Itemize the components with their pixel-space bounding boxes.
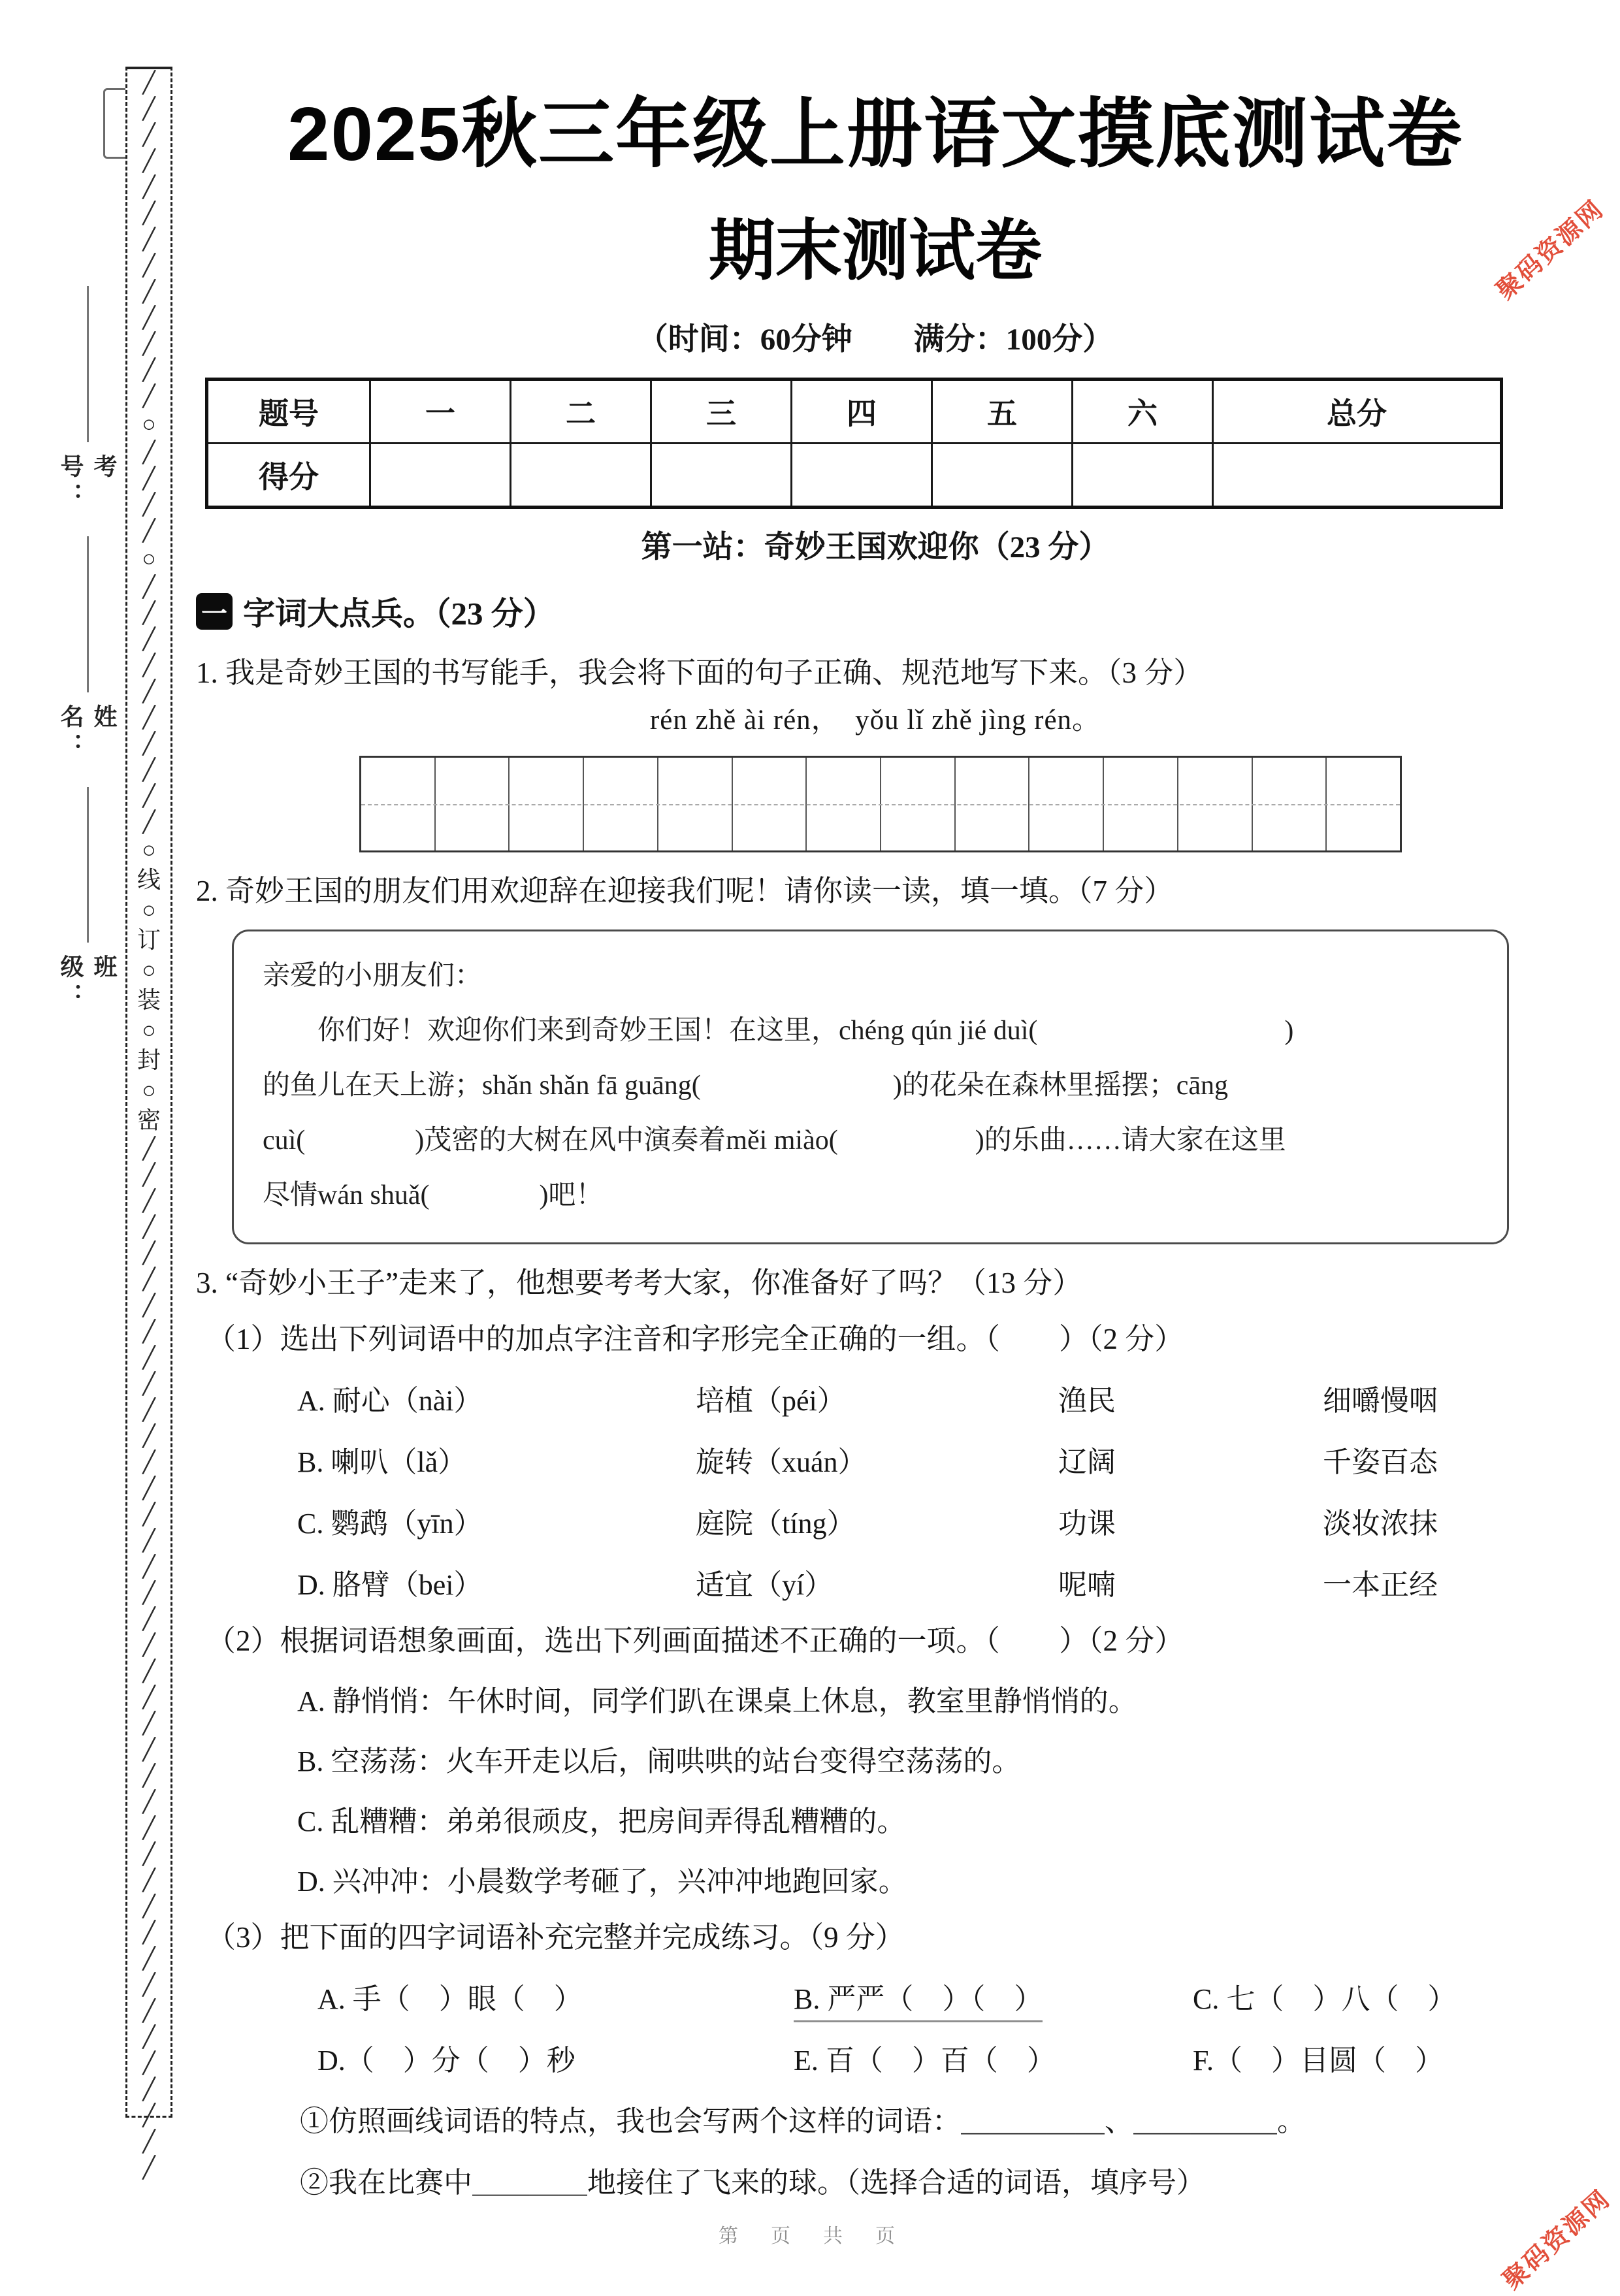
class-label: 班级： <box>57 954 117 1012</box>
hatch-mark: ╱ <box>142 1920 155 1944</box>
hatch-mark: ╱ <box>142 1189 155 1212</box>
hatch-mark: ╱ <box>142 1555 155 1578</box>
hatch-mark: ╱ <box>142 1633 155 1657</box>
picture-option-b: B. 空荡荡：火车开走以后，闹哄哄的站台变得空荡荡的。 <box>297 1745 1021 1777</box>
paper-title: 2025秋三年级上册语文摸底测试卷 <box>287 91 1464 176</box>
hatch-mark: ╱ <box>142 149 155 172</box>
time-score-info: （时间：60分钟 满分：100分） <box>637 323 1114 357</box>
section-title: 字词大点兵。（23 分） <box>243 596 555 632</box>
hatch-mark: ╱ <box>142 1947 155 1970</box>
hatch-mark: ╱ <box>142 1659 155 1683</box>
writing-grid-cell <box>1178 758 1253 850</box>
writing-grid-cell <box>807 758 881 850</box>
option-cell: 一本正经 <box>1323 1569 1438 1601</box>
hatch-mark: ╱ <box>142 810 155 833</box>
hatch-mark: ╱ <box>142 1999 155 2022</box>
hatch-mark: ╱ <box>142 1868 155 1892</box>
hatch-mark: ╱ <box>142 1293 155 1317</box>
writing-grid-cell <box>956 758 1030 850</box>
station-heading: 第一站：奇妙王国欢迎你（23 分） <box>641 530 1110 564</box>
score-header-cell: 总分 <box>1213 380 1502 444</box>
letter-line: 尽情wán shuǎ( )吧！ <box>263 1180 604 1210</box>
hatch-mark: ╱ <box>142 705 155 729</box>
hatch-mark: ╱ <box>142 384 155 408</box>
hatch-mark: ╱ <box>142 1424 155 1447</box>
class-line <box>87 787 89 943</box>
score-cell-empty <box>1073 444 1213 508</box>
option-cell: 呢喃 <box>1058 1569 1116 1601</box>
seal-character: 线 <box>137 867 161 893</box>
seal-character: ○ <box>142 1077 156 1103</box>
word-option-row-a <box>196 1383 1555 1419</box>
hatch-mark: ╱ <box>142 1790 155 1813</box>
hatch-mark: ╱ <box>142 1816 155 1839</box>
hatch-mark: ╱ <box>142 1711 155 1735</box>
option-cell: 培植（péi） <box>696 1385 846 1417</box>
seal-character: 封 <box>137 1047 161 1073</box>
word-option-row-c <box>196 1506 1555 1542</box>
score-cell-empty <box>792 444 932 508</box>
hatch-mark: ╱ <box>142 280 155 303</box>
hatch-mark: ╱ <box>142 1973 155 1996</box>
option-cell: 庭院（tíng） <box>696 1508 856 1540</box>
name-label: 姓名： <box>57 704 117 762</box>
hatch-mark: ╱ <box>142 2025 155 2048</box>
writing-grid-cell <box>1253 758 1327 850</box>
hatch-mark: ╱ <box>142 1842 155 1866</box>
hatch-mark: ╱ <box>142 627 155 651</box>
hatch-mark: ╱ <box>142 1346 155 1369</box>
question-3-1-text: （1）选出下列词语中的加点字注音和字形完全正确的一组。（ ）（2 分） <box>206 1323 1184 1355</box>
writing-grid-cell <box>1327 758 1400 850</box>
idiom-row-2 <box>196 2043 1555 2079</box>
score-row-label: 得分 <box>207 444 370 508</box>
paper-subtitle: 期末测试卷 <box>709 214 1042 288</box>
hatch-mark: ╱ <box>142 679 155 703</box>
hatch-mark: ╱ <box>142 1738 155 1761</box>
score-header-cell: 一 <box>370 380 511 444</box>
question-1-pinyin: rén zhě ài rén， yǒu lǐ zhě jìng rén。 <box>649 705 1101 736</box>
idiom-item: C. 七（ ）八（ ） <box>1193 1983 1457 2015</box>
writing-grid-cell <box>436 758 510 850</box>
word-option-row-d <box>196 1567 1555 1604</box>
hatch-mark: ╱ <box>142 1607 155 1630</box>
exam-number-line <box>87 286 89 442</box>
hatch-mark: ╱ <box>142 1894 155 1918</box>
score-header-cell: 四 <box>792 380 932 444</box>
seal-character: 订 <box>137 927 161 953</box>
option-cell: 功课 <box>1058 1508 1116 1540</box>
hatch-mark: ╱ <box>142 1319 155 1343</box>
hatch-mark: ╱ <box>142 201 155 225</box>
exercise-sub1: ①仿照画线词语的特点，我也会写两个这样的词语：＿＿＿＿＿、＿＿＿＿＿。 <box>300 2105 1306 2137</box>
seal-character: ○ <box>142 1017 156 1043</box>
option-cell: 渔民 <box>1058 1385 1116 1417</box>
hatch-mark: ╱ <box>142 601 155 624</box>
hatch-mark: ╱ <box>142 1528 155 1552</box>
score-cell-empty <box>932 444 1073 508</box>
hatch-mark: ╱ <box>142 1215 155 1238</box>
option-cell: 旋转（xuán） <box>696 1446 867 1478</box>
score-header-cell: 题号 <box>207 380 370 444</box>
option-cell: 细嚼慢咽 <box>1323 1385 1438 1417</box>
hatch-mark: ╱ <box>142 2103 155 2127</box>
name-line <box>87 536 89 692</box>
question-3-3-text: （3）把下面的四字词语补充完整并完成练习。（9 分） <box>206 1921 905 1954</box>
question-3-2-text: （2）根据词语想象画面，选出下列画面描述不正确的一项。（ ）（2 分） <box>206 1625 1184 1657</box>
option-cell: 淡妆浓抹 <box>1323 1508 1438 1540</box>
hatch-mark: ╱ <box>142 1372 155 1395</box>
hatch-mark: ╱ <box>142 123 155 146</box>
hatch-mark: ╱ <box>142 175 155 199</box>
writing-grid-cell <box>658 758 733 850</box>
option-cell: 辽阔 <box>1058 1446 1116 1478</box>
letter-line: cuì( )茂密的大树在风中演奏着měi miào( )的乐曲……请大家在这里 <box>263 1125 1286 1156</box>
seal-character: 装 <box>137 987 161 1013</box>
hatch-mark: ╱ <box>142 2051 155 2075</box>
score-header-cell: 五 <box>932 380 1073 444</box>
score-header-cell: 六 <box>1073 380 1213 444</box>
hatch-mark: ╱ <box>142 1137 155 1160</box>
option-cell: A. 耐心（nài） <box>297 1385 483 1417</box>
idiom-item: A. 手（ ）眼（ ） <box>317 1983 583 2015</box>
hatch-mark: ╱ <box>142 97 155 120</box>
score-cell-empty <box>370 444 511 508</box>
hatch-mark: ╱ <box>142 575 155 598</box>
hatch-mark: ╱ <box>142 784 155 807</box>
section-number-badge: 一 <box>196 593 233 630</box>
score-header-cell: 二 <box>511 380 651 444</box>
option-cell: B. 喇叭（lǎ） <box>297 1446 467 1478</box>
hatch-mark: ╱ <box>142 1267 155 1291</box>
question-1-text: 1. 我是奇妙王国的书写能手，我会将下面的句子正确、规范地写下来。（3 分） <box>196 656 1203 689</box>
section-one-heading <box>196 589 1555 634</box>
option-cell: 千姿百态 <box>1323 1446 1438 1478</box>
score-cell-empty <box>511 444 651 508</box>
question-2-text: 2. 奇妙王国的朋友们用欢迎辞在迎接我们呢！请你读一读，填一填。（7 分） <box>196 875 1174 907</box>
hatch-mark: ╱ <box>142 253 155 277</box>
writing-grid-cell <box>1029 758 1104 850</box>
welcome-letter-box <box>232 930 1509 1244</box>
writing-grid-cell <box>881 758 956 850</box>
score-cell-empty <box>1213 444 1502 508</box>
hatch-mark: ╱ <box>142 227 155 251</box>
hatch-mark: ╱ <box>142 1476 155 1500</box>
writing-grid-cell <box>584 758 658 850</box>
writing-grid <box>359 756 1402 852</box>
idiom-item: D.（ ）分（ ）秒 <box>317 2045 575 2077</box>
hatch-mark: ╱ <box>142 71 155 94</box>
exercise-sub2: ②我在比赛中＿＿＿＿地接住了飞来的球。（选择合适的词语，填序号） <box>300 2167 1205 2199</box>
hatch-mark: ╱ <box>142 2129 155 2153</box>
picture-option-c: C. 乱糟糟：弟弟很顽皮，把房间弄得乱糟糟的。 <box>297 1805 906 1837</box>
hatch-mark: ╱ <box>142 1241 155 1265</box>
seal-character: ○ <box>142 897 156 923</box>
hatch-mark: ╱ <box>142 653 155 677</box>
watermark-top: 聚码资源网 <box>1491 195 1610 306</box>
exam-number-label: 考号： <box>57 453 117 511</box>
hatch-mark: ╱ <box>142 1685 155 1709</box>
hatch-mark: ╱ <box>142 1163 155 1186</box>
page-footer: 第 页 共 页 <box>719 2225 901 2247</box>
hatch-mark: ╱ <box>142 758 155 781</box>
hatch-mark: ╱ <box>142 1398 155 1421</box>
seal-character: ○ <box>142 957 156 983</box>
letter-line: 的鱼儿在天上游；shǎn shǎn fā guāng( )的花朵在森林里摇摆；cāng <box>263 1071 1228 1101</box>
question-3-text: 3. “奇妙小王子”走来了，他想要考考大家，你准备好了吗？（13 分） <box>196 1267 1082 1299</box>
hatch-mark: ╱ <box>142 306 155 329</box>
score-cell-empty <box>651 444 792 508</box>
seal-character: ○ <box>142 837 156 863</box>
hatch-mark: ╱ <box>142 519 155 542</box>
hatch-mark: ╱ <box>142 732 155 755</box>
hatch-mark: ╱ <box>142 1764 155 1787</box>
seal-character: ○ <box>142 411 156 437</box>
watermark-bottom: 聚码资源网 <box>1498 2184 1616 2295</box>
hatch-mark: ╱ <box>142 440 155 464</box>
hatch-mark: ╱ <box>142 493 155 516</box>
picture-option-d: D. 兴冲冲：小晨数学考砸了，兴冲冲地跑回家。 <box>297 1866 907 1898</box>
option-cell: D. 胳臂（bei） <box>297 1569 483 1601</box>
score-table-header-row <box>207 380 1502 444</box>
hatch-mark: ╱ <box>142 1502 155 1526</box>
student-info-column <box>57 281 117 1032</box>
writing-grid-cell <box>361 758 436 850</box>
letter-salutation: 亲爱的小朋友们： <box>263 961 483 991</box>
hatch-mark: ╱ <box>142 1581 155 1604</box>
hatch-mark: ╱ <box>142 466 155 490</box>
writing-grid-cell <box>733 758 807 850</box>
word-option-row-b <box>196 1444 1555 1481</box>
writing-grid-cell <box>1104 758 1178 850</box>
seal-character: 密 <box>137 1107 161 1133</box>
hatch-mark: ╱ <box>142 2156 155 2179</box>
hatch-mark: ╱ <box>142 358 155 381</box>
idiom-item-underlined: B. 严严（ ）（ ） <box>794 1981 1193 2018</box>
seal-character: ○ <box>142 545 156 572</box>
hatch-mark: ╱ <box>142 332 155 355</box>
idiom-row-1 <box>196 1981 1555 2018</box>
hatch-mark: ╱ <box>142 1450 155 1474</box>
option-cell: C. 鹦鹉（yīn） <box>297 1508 483 1540</box>
writing-grid-cell <box>510 758 584 850</box>
score-table-score-row <box>207 444 1502 508</box>
seal-strip-items <box>137 69 161 2180</box>
idiom-item: F.（ ）目圆（ ） <box>1193 2045 1444 2077</box>
idiom-item: E. 百（ ）百（ ） <box>794 2045 1056 2077</box>
seal-strip <box>125 67 172 2179</box>
option-cell: 适宜（yí） <box>696 1569 834 1601</box>
main-content <box>196 85 1555 2202</box>
score-header-cell: 三 <box>651 380 792 444</box>
score-table <box>205 378 1503 509</box>
letter-line: 你们好！欢迎你们来到奇妙王国！在这里，chéng qún jié duì( ) <box>263 1016 1294 1046</box>
hatch-mark: ╱ <box>142 2077 155 2101</box>
picture-option-a: A. 静悄悄：午休时间，同学们趴在课桌上休息，教室里静悄悄的。 <box>297 1685 1137 1717</box>
